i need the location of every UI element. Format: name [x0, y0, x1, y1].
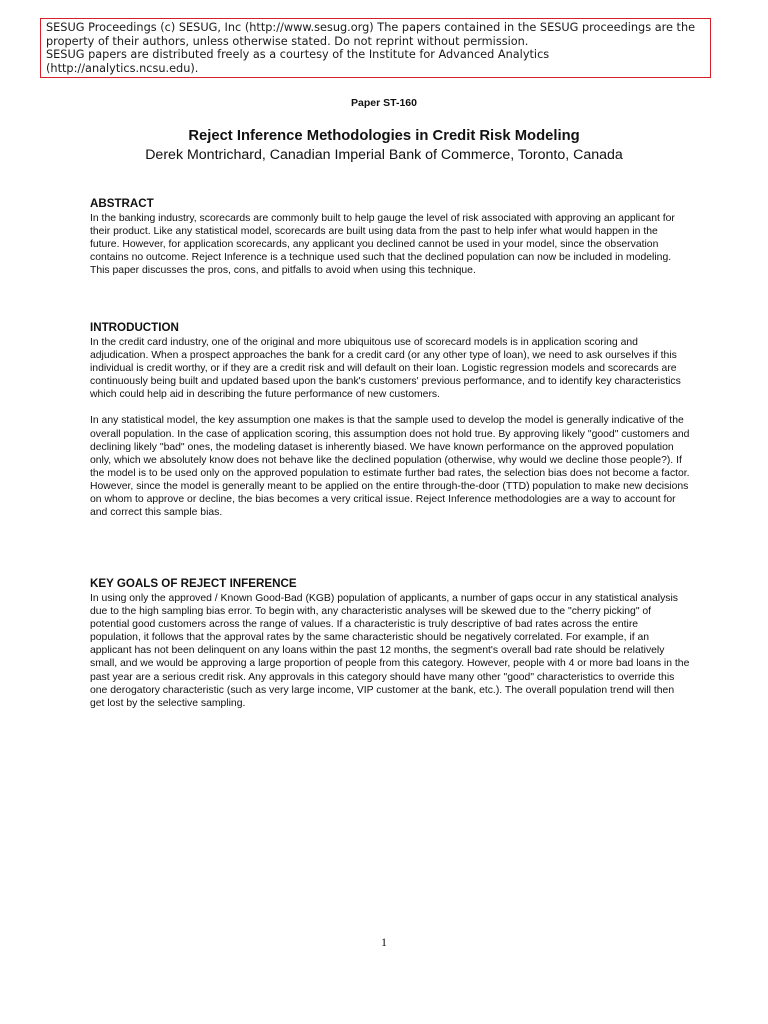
abstract-heading: ABSTRACT: [90, 197, 154, 210]
paper-id: Paper ST-160: [351, 97, 417, 109]
abstract-text: In the banking industry, scorecards are commonly built to help gauge the level of risk associated with approving an applicant for their product. Like any statistical model, scorecards are built using data from the past to help infer what would happen in the future. However, for application scorecards, any applicant you declined cannot be used in your model, since the observation contains no outcome. Reject Inference is a technique used such that the declined population can now be included in modeling. This paper discusses the pros, cons, and pitfalls to avoid when using this technique.: [90, 213, 675, 277]
key-goals-heading: KEY GOALS OF REJECT INFERENCE: [90, 577, 297, 590]
introduction-paragraph-2: In any statistical model, the key assumption one makes is that the sample used to develop the model is generally indicative of the overall population. In the case of application scoring, this assumption does not hold true. By approving likely "good" customers and declining likely "bad" ones, the modeling dataset is inherently biased. We have known performance on the approved population only, which we absolutely know does not behave like the declined population (otherwise, why would we decline those people?). If the model is to be used only on the approved population to estimate further bad rates, the selection bias does not become a factor. However, since the model is generally meant to be applied on the entire through-the-door (TTD) population to make new decisions on whom to approve or decline, the bias becomes a very critical issue. Reject Inference methodologies are a way to account for and correct this sample bias.: [90, 415, 690, 519]
page-number: 1: [381, 935, 387, 949]
paper-title: Reject Inference Methodologies in Credit Risk Modeling: [188, 128, 580, 144]
author-affiliation: Derek Montrichard, Canadian Imperial Bank of Commerce, Toronto, Canada: [145, 147, 623, 163]
introduction-section: [90, 321, 690, 519]
copyright-notice-box: [40, 18, 711, 78]
notice-line-2: SESUG papers are distributed freely as a courtesy of the Institute for Advanced Analytics (http://analytics.ncsu.edu).: [46, 48, 550, 75]
introduction-heading: INTRODUCTION: [90, 321, 179, 334]
abstract-section: [90, 197, 690, 277]
key-goals-section: [90, 577, 690, 710]
key-goals-text: In using only the approved / Known Good-Bad (KGB) population of applicants, a number of gaps occur in any statistical analysis due to the high sampling bias error. To begin with, any characteristic analyses will be skewed due to the "cherry picking" of potential good customers across the range of values. If a characteristic is truly descriptive of bad rates across the entire population, it follows that the approval rates by the same characteristic should be negatively correlated. For example, if an applicant has not been delinquent on any loans within the past 12 months, the segment's overall bad rate should be relatively small, and we would be approving a large proportion of people from this category. However, people with 4 or more bad loans in the past year are a serious credit risk. Any approvals in this category should have many other "good" characteristics to override this one derogatory characteristic (such as very large income, VIP customer at the bank, etc.). The overall population trend will then get lost by the selective sampling.: [90, 593, 690, 709]
introduction-paragraph-1: In the credit card industry, one of the original and more ubiquitous use of scorecard models is in application scoring and adjudication. When a prospect approaches the bank for a credit card (or any other type of loan), we need to ask ourselves if this individual is credit worthy, or if they are a credit risk and will default on their loan. Logistic regression models and scorecards are continuously being built and updated based upon the bank's customers' previous performance, and to identify key characteristics which could help aid in describing the future performance of new customers.: [90, 337, 681, 401]
notice-line-1: SESUG Proceedings (c) SESUG, Inc (http://www.sesug.org) The papers contained in the SESUG proceedings are the property of their authors, unless otherwise stated. Do not reprint without permission.: [46, 21, 696, 48]
